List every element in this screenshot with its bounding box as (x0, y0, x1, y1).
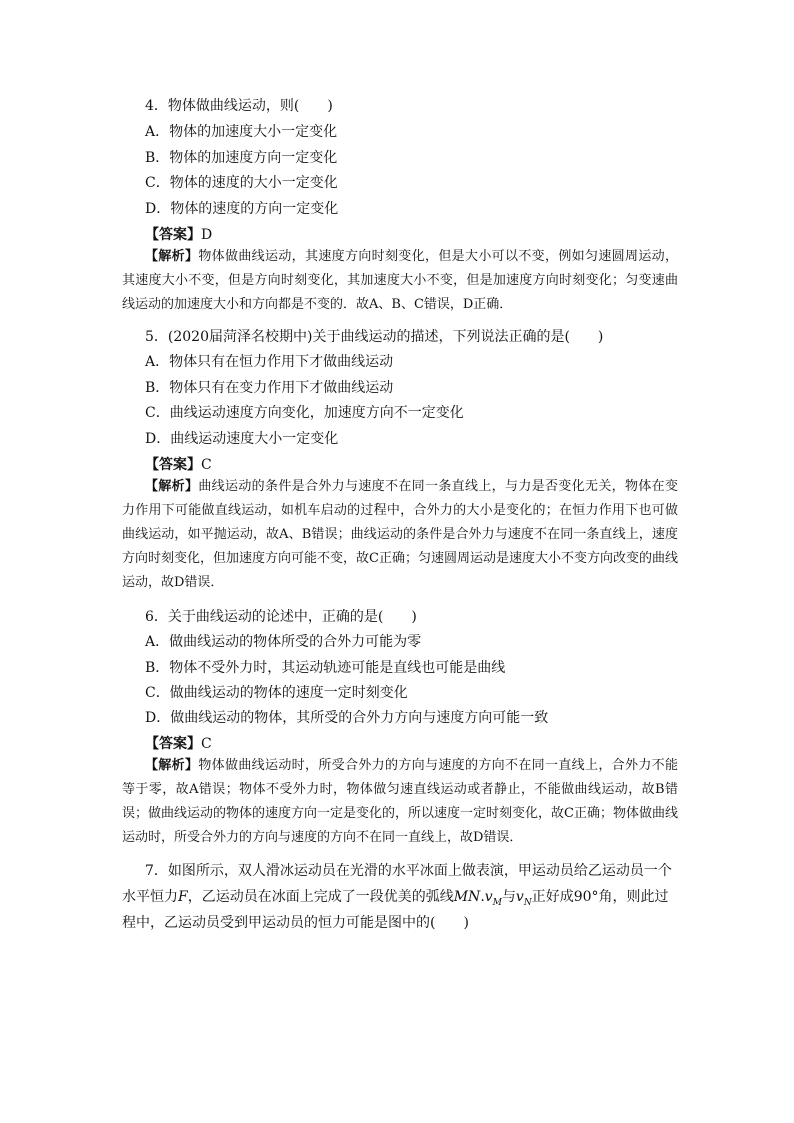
q7-text-a: 水平恒力 (122, 889, 178, 905)
q4-option-b: B．物体的加速度方向一定变化 (145, 150, 338, 166)
q7-vn-sub: N (523, 897, 532, 908)
q7-text-b: ，乙运动员在冰面上完成了一段优美的弧线 (187, 889, 454, 905)
q4-explanation-text: 物体做曲线运动，其速度方向时刻变化，但是大小可以不变，例如匀速圆周运动，其速度大小不变，但是方向时刻变化，其加速度大小不变，但是加速度方向时刻变化；匀变速曲线运动的加速度大小和方向都是不变的．故A、B、C错误，D正确． (122, 249, 678, 312)
q7-vm-sub: M (492, 897, 502, 908)
q6-explanation-label: 【解析】 (145, 758, 199, 773)
q5-answer-label: 【答案】 (145, 457, 201, 473)
q6-answer (145, 733, 705, 753)
q7-vn-v: v (515, 889, 524, 905)
q4-option-c: C．物体的速度的大小一定变化 (145, 175, 338, 191)
q5-option-c: C．曲线运动速度方向变化，加速度方向不一定变化 (145, 405, 464, 421)
q6-explanation-text: 物体做曲线运动时，所受合外力的方向与速度的方向不在同一直线上，合外力不能等于零，故A错误；物体不受外力时，物体做匀速直线运动或者静止，不能做曲线运动，故B错误；做曲线运动的物体的速度方向一定是变化的，所以速度一定时刻变化，故C正确；物体做曲线运动时，所受合外力的方向与速度的方向不在同一直线上，故D错误． (122, 758, 678, 845)
q6-option-d: D．做曲线运动的物体，其所受的合外力方向与速度方向可能一致 (145, 710, 549, 726)
q7-force-symbol: F (178, 889, 188, 905)
q4-answer-label: 【答案】 (145, 227, 201, 243)
q7-vm-v: v (484, 889, 493, 905)
q5-explanation-label: 【解析】 (145, 479, 199, 494)
q7-arc-symbol: MN (453, 889, 481, 905)
q4-option-d: D．物体的速度的方向一定变化 (145, 201, 339, 217)
q7-dot: . (480, 889, 485, 905)
q4-explanation-label: 【解析】 (145, 249, 199, 264)
q7-stem-line-3: 程中，乙运动员受到甲运动员的恒力可能是图中的( ) (122, 915, 469, 931)
q6-option-a: A．做曲线运动的物体所受的合外力可能为零 (145, 634, 422, 650)
q5-answer-value: C (201, 457, 212, 473)
q6-stem: 6．关于曲线运动的论述中，正确的是( ) (145, 609, 417, 625)
q5-stem: 5．(2020届菏泽名校期中)关于曲线运动的描述，下列说法正确的是( ) (145, 329, 604, 345)
q6-option-c: C．做曲线运动的物体的速度一定时刻变化 (145, 685, 408, 701)
q6-answer-value: C (201, 736, 212, 752)
q7-stem-line-1: 7．如图所示，双人滑冰运动员在光滑的水平冰面上做表演，甲运动员给乙运动员一个 (145, 863, 672, 879)
q5-option-d: D．曲线运动速度大小一定变化 (145, 431, 339, 447)
q5-option-a: A．物体只有在恒力作用下才做曲线运动 (145, 354, 394, 370)
q5-explanation (122, 475, 678, 595)
q6-option-b: B．物体不受外力时，其运动轨迹可能是直线也可能是曲线 (145, 660, 506, 676)
q4-option-a: A．物体的加速度大小一定变化 (145, 124, 338, 140)
q7-yu: 与 (501, 889, 516, 905)
q4-answer-value: D (201, 227, 213, 243)
q6-explanation (122, 754, 678, 850)
q5-option-b: B．物体只有在变力作用下才做曲线运动 (145, 380, 394, 396)
q6-answer-label: 【答案】 (145, 736, 201, 752)
q4-stem: 4．物体做曲线运动，则( ) (145, 98, 333, 114)
q4-explanation (122, 245, 678, 317)
q7-stem-line-2 (122, 886, 682, 908)
q5-answer (145, 454, 705, 474)
q5-explanation-text: 曲线运动的条件是合外力与速度不在同一条直线上，与力是否变化无关，物体在变力作用下可能做直线运动，如机车启动的过程中，合外力的大小是变化的；在恒力作用下也可做曲线运动，如平抛运动，故A、B错误；曲线运动的条件是合外力与速度不在同一条直线上，速度方向时刻变化，但加速度方向可能不变，故C正确；匀速圆周运动是速度大小不变方向改变的曲线运动，故D错误． (122, 479, 678, 590)
q7-text-c: 正好成90°角，则此过 (531, 889, 669, 905)
q4-answer (145, 224, 705, 244)
